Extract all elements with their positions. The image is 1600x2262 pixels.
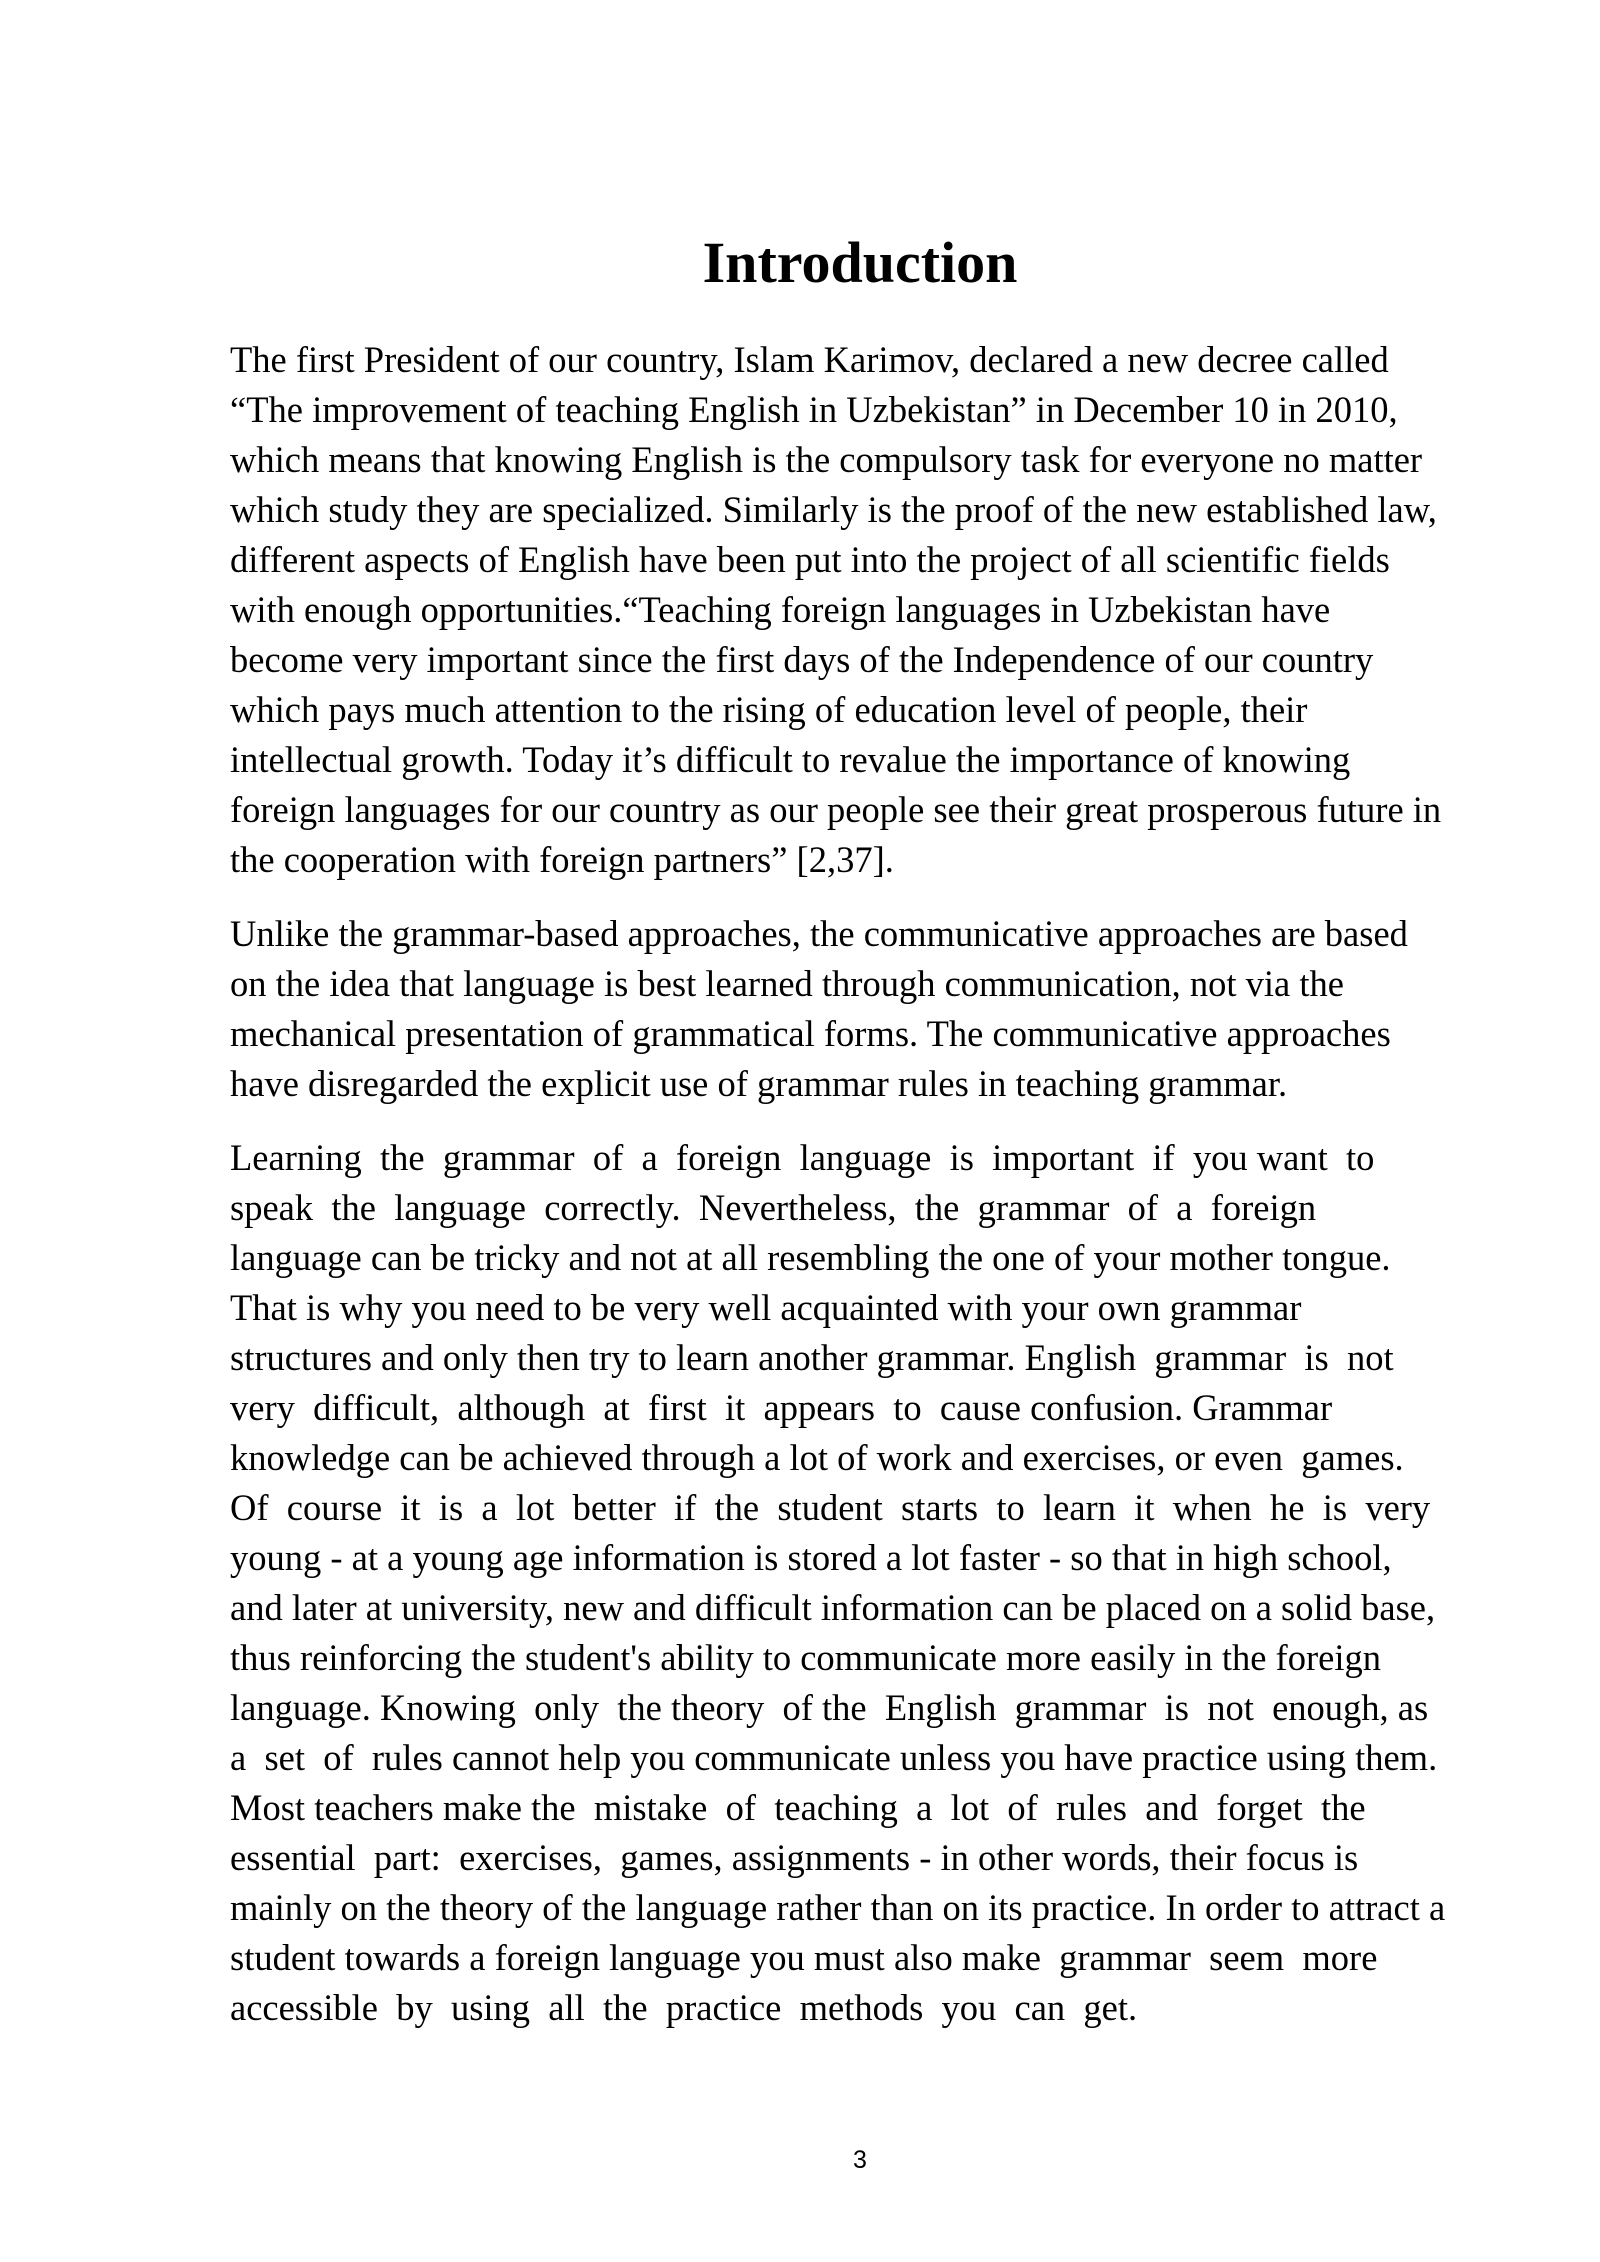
text-line: language can be tricky and not at all resembling the one of your mother tongue. <box>230 1237 1391 1278</box>
text-line: student towards a foreign language you must also make grammar seem more <box>230 1937 1378 1978</box>
text-line: mechanical presentation of grammatical forms. The communicative approaches <box>230 1013 1391 1054</box>
text-line: become very important since the first days of the Independence of our country <box>230 639 1374 680</box>
text-line: which pays much attention to the rising of education level of people, their <box>230 689 1308 730</box>
text-line: The first President of our country, Islam Karimov, declared a new decree called <box>230 339 1389 380</box>
paragraph-2 <box>230 909 1500 1109</box>
text-line: a set of rules cannot help you communicate unless you have practice using them. <box>230 1737 1438 1778</box>
text-line: which study they are specialized. Similarly is the proof of the new established law, <box>230 489 1437 530</box>
text-line: knowledge can be achieved through a lot of work and exercises, or even games. <box>230 1437 1404 1478</box>
text-line: structures and only then try to learn another grammar. English grammar is not <box>230 1337 1394 1378</box>
text-line: accessible by using all the practice methods you can get. <box>230 1987 1138 2028</box>
text-line: foreign languages for our country as our people see their great prosperous future in <box>230 789 1442 830</box>
text-line: and later at university, new and difficult information can be placed on a solid base, <box>230 1587 1436 1628</box>
text-line: mainly on the theory of the language rather than on its practice. In order to attract a <box>230 1887 1446 1928</box>
text-line: speak the language correctly. Nevertheless, the grammar of a foreign <box>230 1187 1317 1228</box>
text-line: Most teachers make the mistake of teaching a lot of rules and forget the <box>230 1787 1366 1828</box>
text-line: essential part: exercises, games, assignments - in other words, their focus is <box>230 1837 1359 1878</box>
paragraph-3 <box>230 1133 1500 2033</box>
text-line: very difficult, although at first it appears to cause confusion. Grammar <box>230 1387 1333 1428</box>
text-line: have disregarded the explicit use of grammar rules in teaching grammar. <box>230 1063 1288 1104</box>
paragraph-1 <box>230 335 1500 885</box>
text-line: Learning the grammar of a foreign language is important if you want to <box>230 1137 1375 1178</box>
text-line: the cooperation with foreign partners” [2,37]. <box>230 839 894 880</box>
text-line: thus reinforcing the student's ability to communicate more easily in the foreign <box>230 1637 1381 1678</box>
text-line: Of course it is a lot better if the student starts to learn it when he is very <box>230 1487 1431 1528</box>
text-line: with enough opportunities.“Teaching foreign languages in Uzbekistan have <box>230 589 1331 630</box>
body-text <box>230 335 1500 2057</box>
text-line: on the idea that language is best learned through communication, not via the <box>230 963 1344 1004</box>
text-line: which means that knowing English is the compulsory task for everyone no matter <box>230 439 1423 480</box>
text-line: language. Knowing only the theory of the English grammar is not enough, as <box>230 1687 1429 1728</box>
text-line: different aspects of English have been put into the project of all scientific fields <box>230 539 1390 580</box>
page-title: Introduction <box>702 230 1018 295</box>
text-line: Unlike the grammar-based approaches, the communicative approaches are based <box>230 913 1408 954</box>
page-number: 3 <box>853 2146 867 2174</box>
text-line: young - at a young age information is stored a lot faster - so that in high school, <box>230 1537 1392 1578</box>
text-line: intellectual growth. Today it’s difficult to revalue the importance of knowing <box>230 739 1351 780</box>
text-line: “The improvement of teaching English in Uzbekistan” in December 10 in 2010, <box>230 389 1398 430</box>
text-line: That is why you need to be very well acquainted with your own grammar <box>230 1287 1302 1328</box>
